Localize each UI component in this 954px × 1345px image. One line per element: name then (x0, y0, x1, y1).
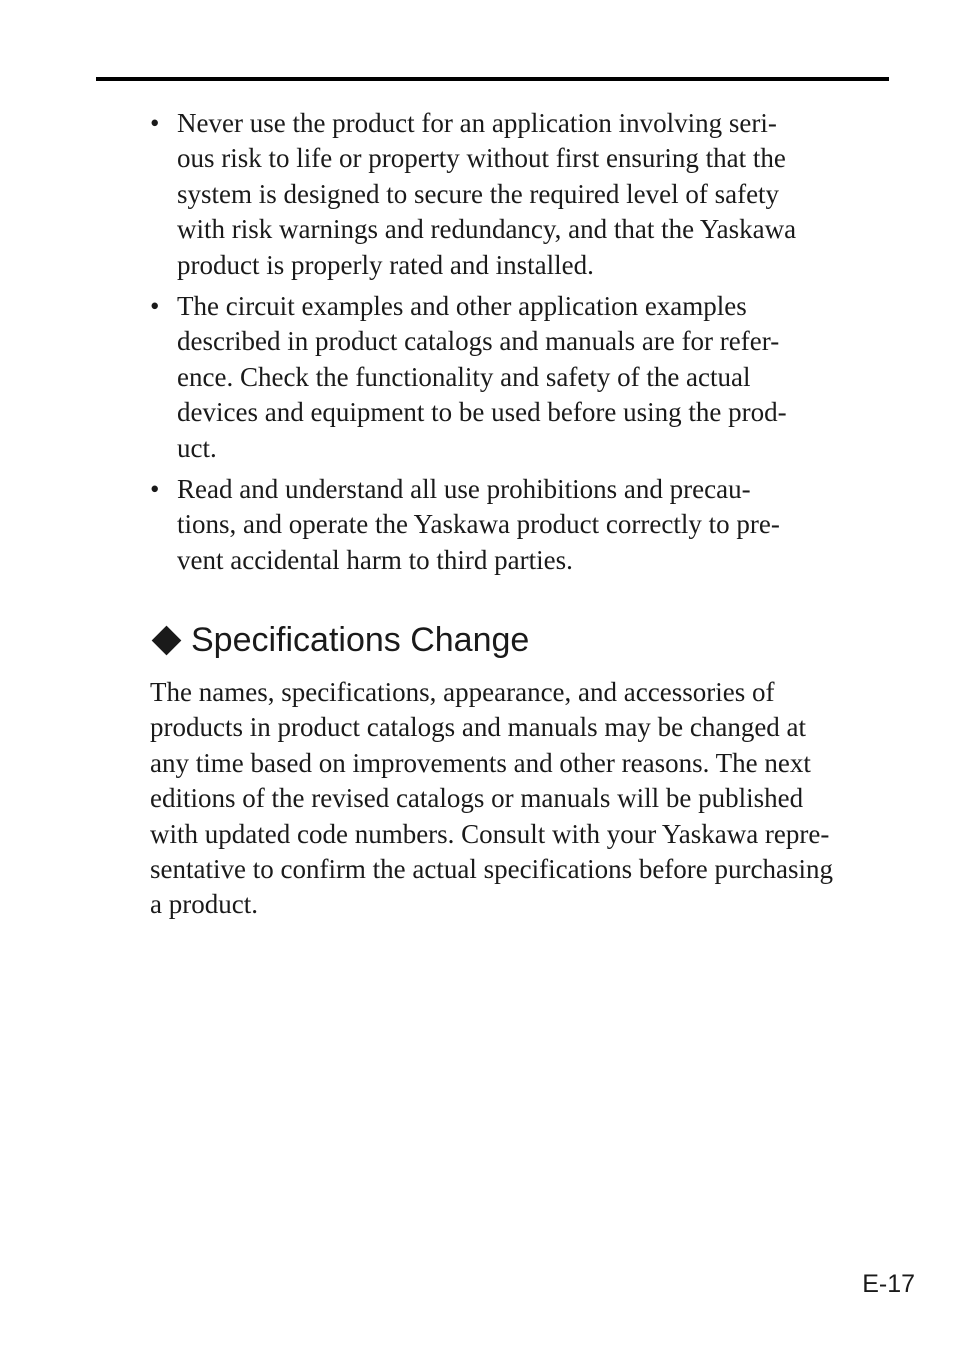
text-line: vent accidental harm to third parties. (177, 544, 573, 575)
text-line: Never use the product for an application involving seri- (177, 108, 777, 138)
text-line: product is properly rated and installed. (177, 249, 594, 280)
text-line: any time based on improvements and other reasons. The next (150, 747, 811, 778)
header-rule (96, 77, 889, 81)
text-line: a product. (150, 889, 258, 920)
bullet-icon: • (150, 108, 160, 138)
text-line: products in product catalogs and manuals may be changed at (150, 712, 807, 743)
text-line: system is designed to secure the required level of safety (177, 178, 780, 209)
text-line: editions of the revised catalogs or manuals will be published (150, 783, 804, 814)
text-line: tions, and operate the Yaskawa product correctly to pre- (177, 509, 780, 540)
list-item (150, 289, 850, 466)
text-line: uct. (177, 432, 217, 463)
text-line: The names, specifications, appearance, and accessories of (150, 677, 775, 707)
section-heading (150, 618, 529, 662)
text-line: The circuit examples and other application examples (177, 291, 747, 322)
text-line: ence. Check the functionality and safety of the actual (177, 361, 751, 392)
text-line: Read and understand all use prohibitions and precau- (177, 474, 751, 505)
specifications-paragraph (150, 675, 890, 923)
section-title: Specifications Change (191, 621, 530, 659)
text-line: described in product catalogs and manuals are for refer- (177, 326, 780, 357)
text-line: with updated code numbers. Consult with your Yaskawa repre- (150, 818, 830, 849)
text-line: devices and equipment to be used before using the prod- (177, 397, 787, 428)
page-number: E-17 (862, 1270, 915, 1298)
list-item (150, 106, 850, 283)
bullet-icon: • (150, 474, 160, 505)
text-line: sentative to confirm the actual specifications before purchasing (150, 854, 833, 885)
bullet-icon: • (150, 291, 160, 322)
diamond-icon (152, 625, 182, 655)
list-item (150, 472, 850, 578)
text-line: with risk warnings and redundancy, and that the Yaskawa (177, 214, 797, 245)
precautions-list (150, 106, 850, 584)
text-line: ous risk to life or property without first ensuring that the (177, 143, 786, 174)
